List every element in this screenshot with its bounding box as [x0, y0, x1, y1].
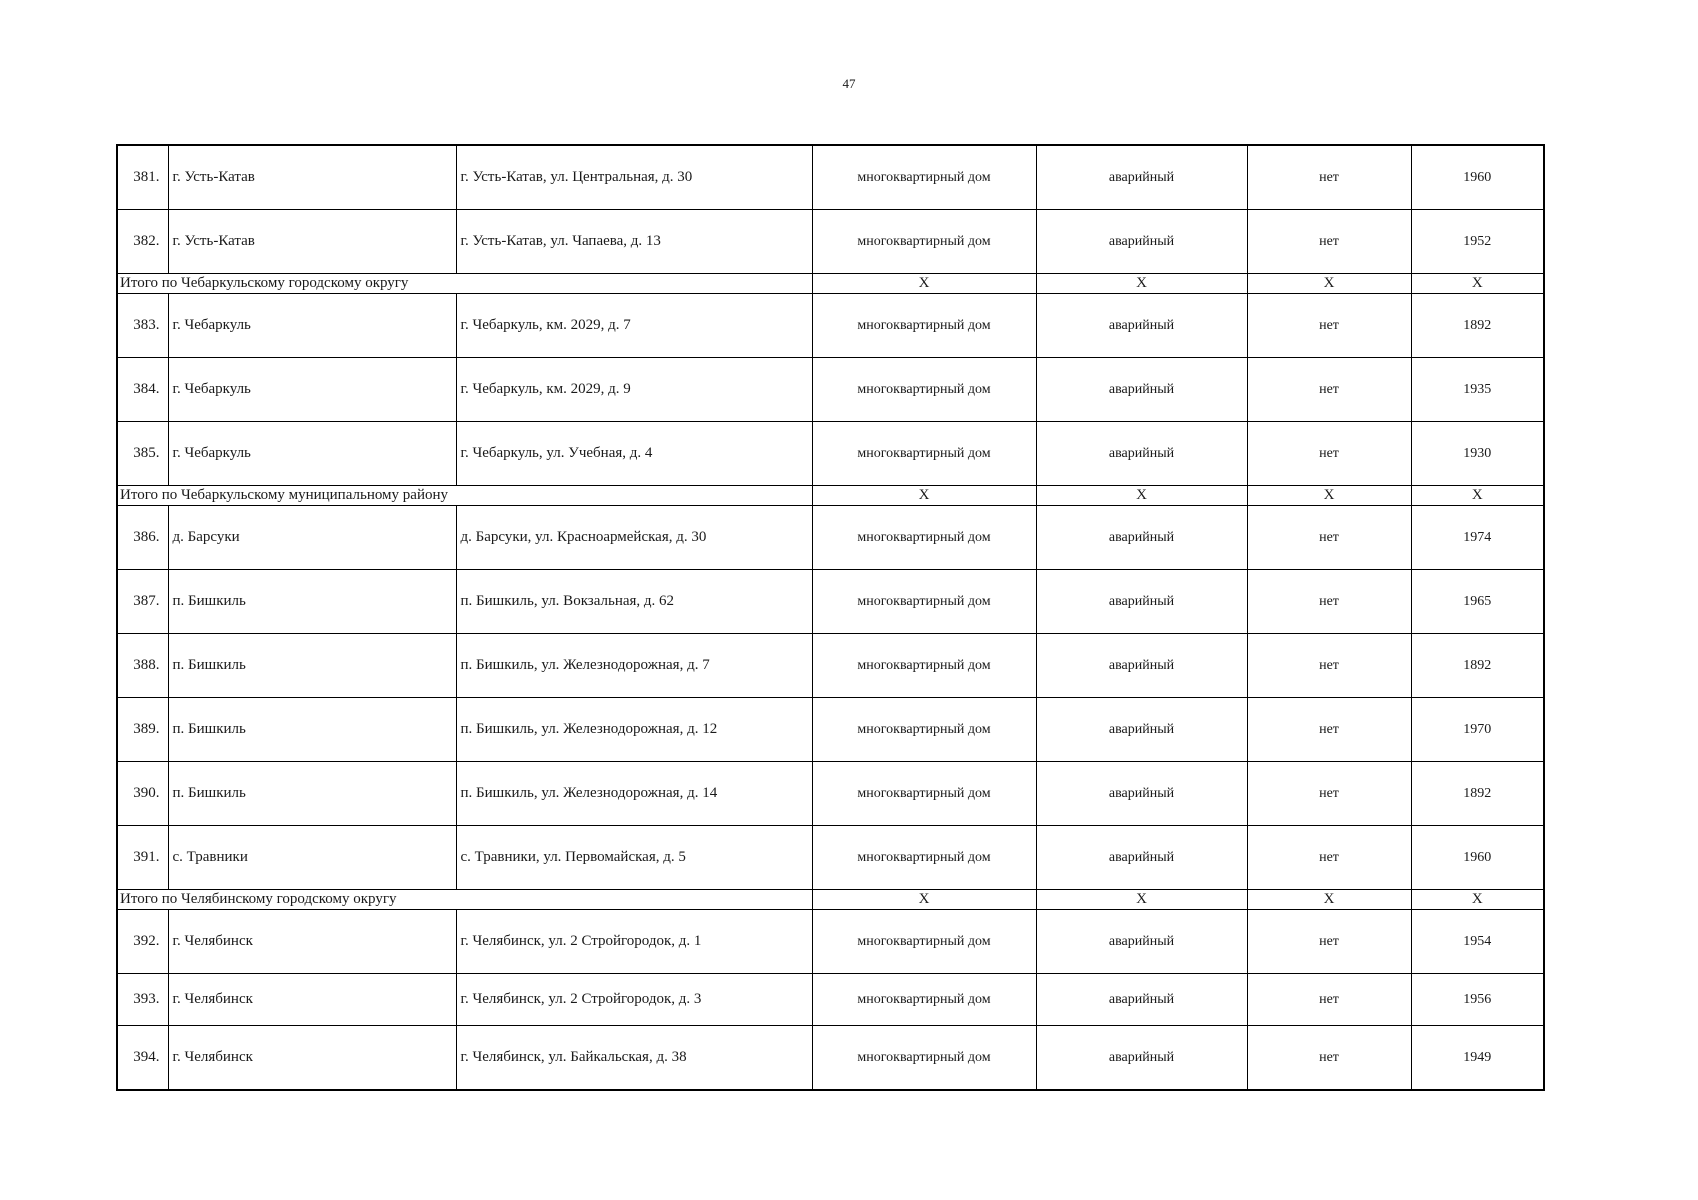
table-row — [117, 422, 1544, 486]
table-row — [117, 358, 1544, 422]
condition-cell: аварийный — [1036, 1026, 1247, 1091]
flag-cell: нет — [1247, 294, 1411, 358]
page-number: 47 — [842, 76, 856, 91]
flag-cell: нет — [1247, 634, 1411, 698]
locality-cell: п. Бишкиль — [168, 570, 456, 634]
locality-cell: г. Чебаркуль — [168, 358, 456, 422]
subtotal-row — [117, 890, 1544, 910]
row-number: 383. — [117, 294, 168, 358]
year-cell: 1892 — [1411, 762, 1544, 826]
locality-cell: г. Челябинск — [168, 1026, 456, 1091]
row-number: 381. — [117, 145, 168, 210]
address-cell: г. Челябинск, ул. 2 Стройгородок, д. 3 — [456, 974, 812, 1026]
row-number: 390. — [117, 762, 168, 826]
condition-cell: аварийный — [1036, 210, 1247, 274]
year-cell: 1892 — [1411, 294, 1544, 358]
year-cell: 1952 — [1411, 210, 1544, 274]
building-type-cell: многоквартирный дом — [812, 294, 1036, 358]
flag-cell: нет — [1247, 570, 1411, 634]
condition-cell: аварийный — [1036, 634, 1247, 698]
flag-cell: нет — [1247, 358, 1411, 422]
year-cell: 1892 — [1411, 634, 1544, 698]
row-number: 386. — [117, 506, 168, 570]
row-number: 385. — [117, 422, 168, 486]
condition-cell: аварийный — [1036, 506, 1247, 570]
flag-cell: нет — [1247, 210, 1411, 274]
building-type-cell: многоквартирный дом — [812, 422, 1036, 486]
condition-cell: аварийный — [1036, 910, 1247, 974]
year-cell: 1960 — [1411, 826, 1544, 890]
flag-cell: нет — [1247, 145, 1411, 210]
address-cell: г. Чебаркуль, ул. Учебная, д. 4 — [456, 422, 812, 486]
building-type-cell: многоквартирный дом — [812, 634, 1036, 698]
building-type-cell: многоквартирный дом — [812, 570, 1036, 634]
condition-cell: аварийный — [1036, 294, 1247, 358]
row-number: 391. — [117, 826, 168, 890]
subtotal-row — [117, 486, 1544, 506]
year-cell: 1960 — [1411, 145, 1544, 210]
subtotal-label: Итого по Чебаркульскому городскому округу — [117, 274, 812, 294]
building-type-cell: многоквартирный дом — [812, 974, 1036, 1026]
locality-cell: г. Чебаркуль — [168, 422, 456, 486]
year-cell: 1974 — [1411, 506, 1544, 570]
row-number: 392. — [117, 910, 168, 974]
table-row — [117, 210, 1544, 274]
building-type-cell: многоквартирный дом — [812, 210, 1036, 274]
subtotal-label: Итого по Чебаркульскому муниципальному району — [117, 486, 812, 506]
address-cell: г. Чебаркуль, км. 2029, д. 9 — [456, 358, 812, 422]
table-row — [117, 145, 1544, 210]
building-type-cell: многоквартирный дом — [812, 762, 1036, 826]
flag-cell: нет — [1247, 698, 1411, 762]
condition-cell: аварийный — [1036, 826, 1247, 890]
address-cell: г. Челябинск, ул. 2 Стройгородок, д. 1 — [456, 910, 812, 974]
table-row — [117, 910, 1544, 974]
subtotal-marker: X — [1036, 486, 1247, 506]
condition-cell: аварийный — [1036, 422, 1247, 486]
table-row — [117, 634, 1544, 698]
housing-registry-table — [116, 144, 1545, 1091]
building-type-cell: многоквартирный дом — [812, 910, 1036, 974]
subtotal-marker: X — [812, 890, 1036, 910]
table-row — [117, 570, 1544, 634]
address-cell: п. Бишкиль, ул. Железнодорожная, д. 7 — [456, 634, 812, 698]
locality-cell: г. Усть-Катав — [168, 210, 456, 274]
subtotal-marker: X — [1036, 890, 1247, 910]
flag-cell: нет — [1247, 422, 1411, 486]
flag-cell: нет — [1247, 506, 1411, 570]
row-number: 387. — [117, 570, 168, 634]
address-cell: г. Усть-Катав, ул. Чапаева, д. 13 — [456, 210, 812, 274]
address-cell: с. Травники, ул. Первомайская, д. 5 — [456, 826, 812, 890]
subtotal-label: Итого по Челябинскому городскому округу — [117, 890, 812, 910]
subtotal-marker: X — [812, 486, 1036, 506]
flag-cell: нет — [1247, 826, 1411, 890]
subtotal-marker: X — [1411, 486, 1544, 506]
locality-cell: п. Бишкиль — [168, 762, 456, 826]
condition-cell: аварийный — [1036, 762, 1247, 826]
flag-cell: нет — [1247, 1026, 1411, 1091]
table-row — [117, 1026, 1544, 1091]
building-type-cell: многоквартирный дом — [812, 145, 1036, 210]
building-type-cell: многоквартирный дом — [812, 698, 1036, 762]
address-cell: д. Барсуки, ул. Красноармейская, д. 30 — [456, 506, 812, 570]
locality-cell: п. Бишкиль — [168, 634, 456, 698]
row-number: 382. — [117, 210, 168, 274]
condition-cell: аварийный — [1036, 698, 1247, 762]
address-cell: г. Чебаркуль, км. 2029, д. 7 — [456, 294, 812, 358]
table-row — [117, 762, 1544, 826]
year-cell: 1930 — [1411, 422, 1544, 486]
subtotal-marker: X — [1247, 890, 1411, 910]
locality-cell: д. Барсуки — [168, 506, 456, 570]
year-cell: 1954 — [1411, 910, 1544, 974]
building-type-cell: многоквартирный дом — [812, 826, 1036, 890]
locality-cell: г. Челябинск — [168, 974, 456, 1026]
year-cell: 1965 — [1411, 570, 1544, 634]
subtotal-row — [117, 274, 1544, 294]
locality-cell: с. Травники — [168, 826, 456, 890]
flag-cell: нет — [1247, 762, 1411, 826]
year-cell: 1949 — [1411, 1026, 1544, 1091]
year-cell: 1935 — [1411, 358, 1544, 422]
table-body — [117, 145, 1544, 1090]
row-number: 389. — [117, 698, 168, 762]
condition-cell: аварийный — [1036, 145, 1247, 210]
building-type-cell: многоквартирный дом — [812, 358, 1036, 422]
locality-cell: г. Челябинск — [168, 910, 456, 974]
table-row — [117, 294, 1544, 358]
row-number: 388. — [117, 634, 168, 698]
locality-cell: г. Чебаркуль — [168, 294, 456, 358]
row-number: 394. — [117, 1026, 168, 1091]
table-row — [117, 506, 1544, 570]
building-type-cell: многоквартирный дом — [812, 506, 1036, 570]
condition-cell: аварийный — [1036, 570, 1247, 634]
address-cell: г. Челябинск, ул. Байкальская, д. 38 — [456, 1026, 812, 1091]
address-cell: п. Бишкиль, ул. Вокзальная, д. 62 — [456, 570, 812, 634]
subtotal-marker: X — [1411, 890, 1544, 910]
table-row — [117, 698, 1544, 762]
condition-cell: аварийный — [1036, 358, 1247, 422]
row-number: 384. — [117, 358, 168, 422]
building-type-cell: многоквартирный дом — [812, 1026, 1036, 1091]
subtotal-marker: X — [1247, 274, 1411, 294]
condition-cell: аварийный — [1036, 974, 1247, 1026]
subtotal-marker: X — [812, 274, 1036, 294]
address-cell: п. Бишкиль, ул. Железнодорожная, д. 12 — [456, 698, 812, 762]
locality-cell: п. Бишкиль — [168, 698, 456, 762]
table-row — [117, 826, 1544, 890]
address-cell: п. Бишкиль, ул. Железнодорожная, д. 14 — [456, 762, 812, 826]
year-cell: 1956 — [1411, 974, 1544, 1026]
year-cell: 1970 — [1411, 698, 1544, 762]
locality-cell: г. Усть-Катав — [168, 145, 456, 210]
address-cell: г. Усть-Катав, ул. Центральная, д. 30 — [456, 145, 812, 210]
flag-cell: нет — [1247, 910, 1411, 974]
subtotal-marker: X — [1411, 274, 1544, 294]
flag-cell: нет — [1247, 974, 1411, 1026]
row-number: 393. — [117, 974, 168, 1026]
table-row — [117, 974, 1544, 1026]
subtotal-marker: X — [1247, 486, 1411, 506]
subtotal-marker: X — [1036, 274, 1247, 294]
